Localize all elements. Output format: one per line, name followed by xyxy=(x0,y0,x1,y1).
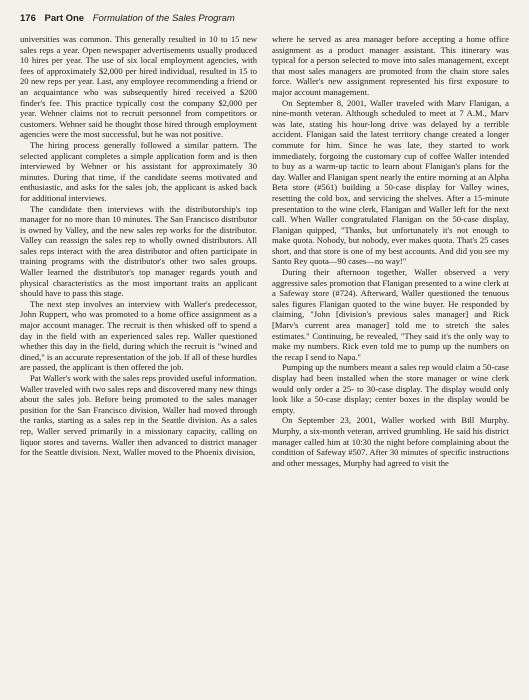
part-label: Part One xyxy=(44,13,85,24)
paragraph: Pat Waller's work with the sales reps provided useful information. Waller traveled with two sales reps and discovered many new things about the sales job. Before being promoted to the sales manager position for the San Francisco division, Waller had moved through the ranks, starting as a sales rep in the Seattle division. As a sales rep, Waller served primarily in a missionary capacity, calling on liquor stores and taverns. Waller then advanced to district manager for the Seattle division. Next, Waller moved to the Phoenix division, xyxy=(20,373,257,458)
paragraph: The candidate then interviews with the distributorship's top manager for no more than 10 minutes. The San Francisco distributor is owned by Valley, and the new sales rep works for the distributor. Valley can reassign the sales rep to wholly owned distributors. All sales reps interact with the area distributor and often participate in training programs with the distributor's other two sales groups. Waller learned the distributor's top manager regards youth and physical characteristics as the most important traits an applicant should have to pass this stage. xyxy=(20,203,257,299)
text-columns xyxy=(20,34,509,468)
left-column xyxy=(20,34,257,468)
paragraph: universities was common. This generally resulted in 10 to 15 new sales reps a year. Open newspaper advertisements usually produced 10 hires per year. The use of six local employment agencies, with fees of approximately $2,000 per hired individual, resulted in 15 to 20 new reps per year. Last, any employee recommending a friend or an acquaintance who was subsequently hired received a $200 finder's fee. This practice typically cost the company $2,000 per year. Wehner claims not to recruit personnel from competitors or customers. Wehner said he thought those hired through employment agencies were the most successful, but he was not positive. xyxy=(20,34,257,140)
paragraph: On September 23, 2001, Waller worked with Bill Murphy. Murphy, a six-month veteran, arrived grumbling. He said his district manager called him at 10:30 the night before complaining about the condition of Safeway #507. After 30 minutes of specific instructions and other messages, Murphy had agreed to visit the xyxy=(272,415,509,468)
right-column xyxy=(272,34,509,468)
running-head xyxy=(20,12,509,34)
paragraph: During their afternoon together, Waller observed a very aggressive sales promotion that Flanigan presented to a wine clerk at a Safeway store (#724). Afterward, Waller questioned the tenuous sales figures Flanigan quoted to the wine buyer. He responded by claiming, "John [division's previous sales manager] and Rick [Marv's current area manager] told me to stretch the sales estimates." Continuing, he revealed, "They said it's the only way to make my numbers. Rick even told me to pump up the numbers on the recap I send to Napa." xyxy=(272,267,509,362)
paragraph: where he served as area manager before accepting a home office assignment as a product manager assistant. This itinerary was typical for a person selected to move into sales management, except that most sales managers are promoted from the chain store sales force. Waller's new assignment represented his first exposure to major account management. xyxy=(272,34,509,97)
paragraph: The next step involves an interview with Waller's predecessor, John Ruppert, who was promoted to a home office assignment as a major account manager. The recruit is then whisked off to spend a day in the field with an experienced sales rep. Waller questioned whether this day in the field, during which the recruit is "wined and dined," is an accurate representation of the job. If all of these hurdles are passed, the applicant is then offered the job. xyxy=(20,298,257,373)
paragraph: Pumping up the numbers meant a sales rep would claim a 50-case display had been installed when the store manager or wine clerk would only order a 25- to 30-case display. The display would only look like a 50-case display; center boxes in the display would be empty. xyxy=(272,362,509,415)
page-number: 176 xyxy=(20,13,36,24)
paragraph: On September 8, 2001, Waller traveled with Marv Flanigan, a nine-month veteran. Although scheduled to meet at 7 A.M., Marv was late, stating his hour-long drive was delayed by a terrible accident. Flanigan said the latest territory change created a longer commute for him. Since he was late, they started to work immediately, forgoing the customary cup of coffee Waller intended to buy as a warm-up tactic to learn about Flanigan's plans for the day. Waller and Flanigan spent nearly the entire morning at an Alpha Beta store (#561) building a 50-case display for Valley wines, resetting the cold box, and servicing the shelves. After a 15-minute presentation to the wine clerk, Flanigan and Waller left for the next call. When Waller congratulated Flanigan on the 50-case display, Flanigan quipped, "Thanks, but unfortunately it's not enough to make quota. Nobody, but nobody, ever makes quota. That's 25 cases short, and that store is one of my best accounts. And did you see my Santo Rey quota—90 cases—no way!" xyxy=(272,97,509,267)
paragraph: The hiring process generally followed a similar pattern. The selected applicant completes a simple application form and is then interviewed by Wehner or his assistant for approximately 30 minutes. During that time, if the candidate seems motivated and enthusiastic, and asks for the sales job, the applicant is asked back for additional interviews. xyxy=(20,139,257,203)
chapter-title: Formulation of the Sales Program xyxy=(92,13,235,24)
